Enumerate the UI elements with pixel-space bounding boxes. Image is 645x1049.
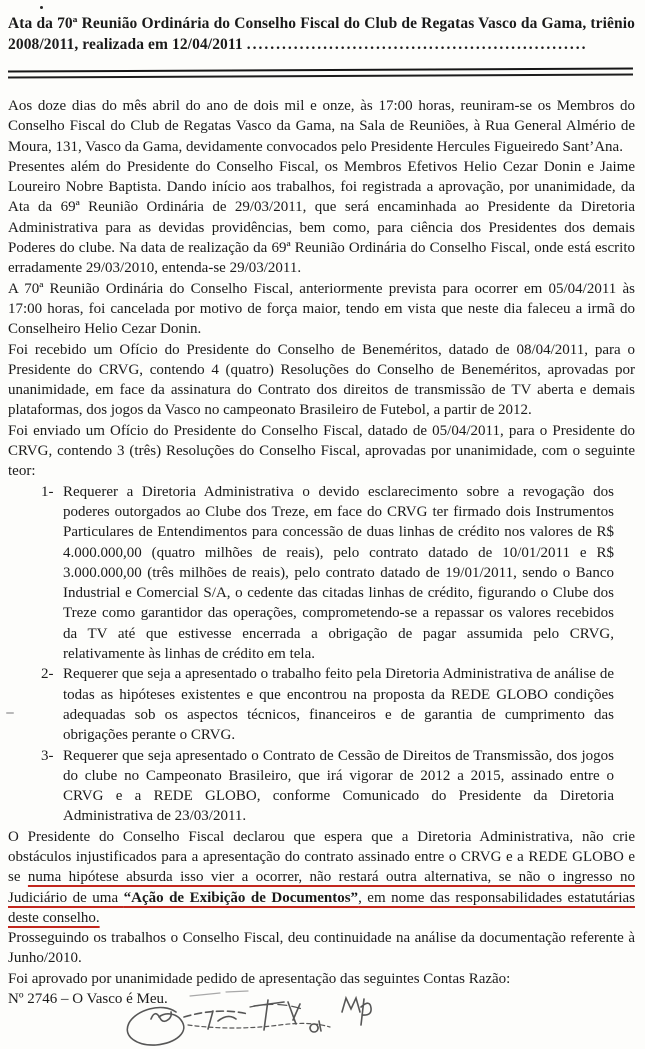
list-item-number: 2-: [41, 666, 54, 683]
paragraph-opening: Aos doze dias do mês abril do ano de dois mil e onze, às 17:00 horas, reuniram-se os Membros do Conselho Fiscal do Club de Regatas Vasco da Gama, na Sala de Reuniões, à Rua General Almério de Moura, 131, Vasco da Gama, devidamente convocados pelo Presidente Hercules Figueiredo Sant’Ana.: [8, 98, 635, 155]
list-item-resolution-2: [8, 664, 614, 745]
paragraph-proceedings: Prosseguindo os trabalhos o Conselho Fiscal, deu continuidade na análise da documentação referente à Junho/2010.: [8, 930, 635, 967]
list-item-resolution-1: [8, 482, 614, 665]
list-item-text: Requerer que seja a apresentado o trabalho feito pela Diretoria Administrativa de análise de todas as hipóteses existentes e que encontrou na proposta da REDE GLOBO condições adequadas sob os aspectos técnicos, financeiros e de garantia de cumprimento das obrigações perante o CRVG.: [63, 666, 614, 744]
declaration-normal-text: O Presidente do Conselho Fiscal declarou que espera que a Diretoria Administrativa, não crie obstáculos injustificados para a apresentação do contrato assinado entre o CRVG e a REDE GLOBO e se: [8, 828, 635, 886]
paragraph-declaration: [8, 827, 635, 928]
paragraph-cancellation: A 70ª Reunião Ordinária do Conselho Fiscal, anteriormente prevista para ocorrer em 05/04/2011 às 17:00 horas, foi cancelada por motivo de força maior, tendo em vista que neste dia faleceu a irmã do Conselheiro Helio Cezar Donin.: [8, 280, 635, 338]
list-item-number: 3-: [41, 747, 54, 764]
document-body: [8, 96, 635, 1009]
scan-speck: [40, 6, 43, 9]
paragraph-attendance: Presentes além do Presidente do Conselho Fiscal, os Membros Efetivos Helio Cezar Donin e Jaime Loureiro Nobre Baptista. Dando início aos trabalhos, foi registrada a aprovação, por unanimidade, da Ata da 69ª Reunião Ordinária de 29/03/2011, que será encaminhada ao Presidente da Diretoria Administrativa para as devidas providências, bem como, para ciência dos Presidentes dos demais Poderes do clube. Na data de realização da 69ª Reunião Ordinária do Conselho Fiscal, onde está escrito erradamente 29/03/2010, entenda-se 29/03/2011.: [8, 158, 635, 277]
document-title: [8, 13, 635, 55]
paragraph-conta-2746: Nº 2746 – O Vasco é Meu.: [8, 991, 168, 1008]
list-item-text: Requerer a Diretoria Administrativa o devido esclarecimento sobre a revogação dos poderes outorgados ao Clube dos Treze, em face do CRVG ter firmado dois Instrumentos Particulares de Entendimentos para concessão de duas linhas de crédito nos valores de R$ 4.000.000,00 (quatro milhões de reais), pelo contrato datado de 10/01/2011 e R$ 3.000.000,00 (três milhões de reais), pelo contrato datado de 19/01/2011, sendo o Banco Industrial e Comercial S/A, o cedente das citadas linhas de crédito, figurando o Clube dos Treze como garantidor das operações, comprometendo-se a repassar os valores recebidos da TV até que estivesse encerrada a obrigação de pagar assumida pelo CRVG, relativamente às linhas de crédito em tela.: [63, 483, 614, 663]
paragraph-contas-razao: Foi aprovado por unanimidade pedido de apresentação das seguintes Contas Razão:: [8, 970, 511, 987]
signature-scribble: [118, 990, 380, 1049]
resolutions-list: [8, 482, 635, 827]
declaration-red-underlined-text: numa hipótese absurda isso vier a ocorrer, não restará outra alternativa, se não o ingresso no Judiciário de uma: [8, 869, 636, 906]
paragraph-oficio-fiscal: Foi enviado um Ofício do Presidente do Conselho Fiscal, datado de 05/04/2011, para o Presidente do CRVG, contendo 3 (três) Resoluções do Conselho Fiscal, aprovadas por unanimidade, com o seguinte teor:: [8, 422, 635, 480]
declaration-bold-quoted-text: “Ação de Exibição de Documentos”: [123, 889, 359, 906]
document-title-text: Ata da 70ª Reunião Ordinária do Conselho Fiscal do Club de Regatas Vasco da Gama, triênio 2008/2011, realizada em 12/04/2011: [8, 15, 635, 53]
declaration-red-underlined-text-end: , em nome das responsabilidades estatutárias deste conselho.: [8, 889, 636, 926]
horizontal-double-rule: [8, 67, 633, 78]
scan-speck: [6, 712, 14, 714]
paragraph-oficio-benemeritos: Foi recebido um Ofício do Presidente do Conselho de Beneméritos, datado de 08/04/2011, para o Presidente do CRVG, contendo 4 (quatro) Resoluções do Conselho de Beneméritos, aprovadas por unanimidade, em face da assinatura do Contrato dos direitos de transmissão de TV aberta e demais plataformas, dos jogos da Vasco no campeonato Brasileiro de Futebol, a partir de 2012.: [8, 341, 635, 419]
list-item-number: 1-: [41, 483, 54, 500]
title-dot-leader: ..........................................................: [246, 36, 588, 53]
list-item-resolution-3: [8, 746, 614, 827]
list-item-text: Requerer que seja apresentado o Contrato de Cessão de Direitos de Transmissão, dos jogos do clube no Campeonato Brasileiro, que irá vigorar de 2012 a 2015, assinado entre o CRVG e a REDE GLOBO, conforme Comunicado do Presidente da Diretoria Administrativa de 23/03/2011.: [63, 747, 614, 825]
